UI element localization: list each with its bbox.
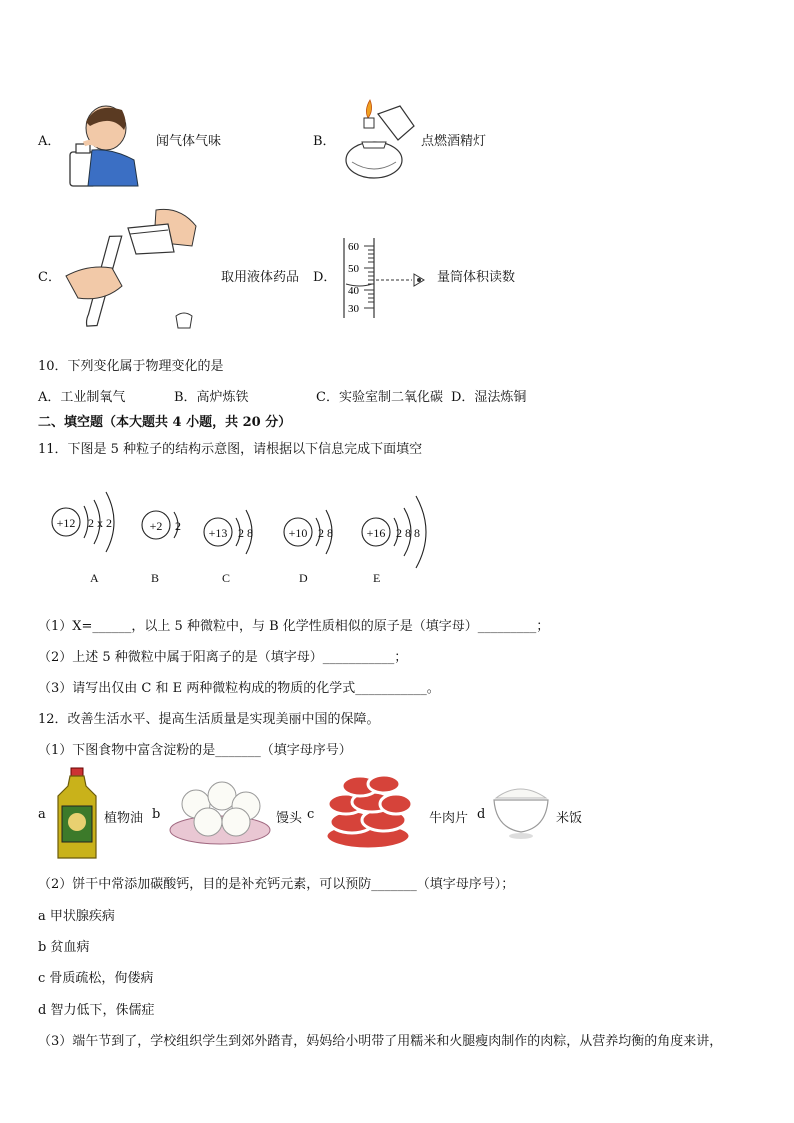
- shell-electrons: 2 8 8: [396, 526, 420, 540]
- q12-sub3: （3）端午节到了，学校组织学生到郊外踏青，妈妈给小明带了用糯米和火腿瘦肉制作的肉粽，从营养均衡的角度来讲，: [38, 1034, 723, 1049]
- option-d-text: 量筒体积读数: [437, 270, 516, 285]
- nucleus-charge: +12: [56, 516, 76, 530]
- food-letter-b: b: [152, 807, 161, 822]
- smell-gas-illustration: [66, 100, 142, 188]
- oil-bottle-illustration: [54, 766, 100, 862]
- atom-letter: E: [373, 571, 381, 585]
- food-letter-a: a: [38, 807, 46, 822]
- option-a-label: A．: [38, 134, 61, 149]
- shell-electrons: 2 x 2: [88, 516, 112, 530]
- nucleus-charge: +13: [208, 526, 228, 540]
- q12-option-a: a 甲状腺疾病: [38, 909, 115, 924]
- atom-letter: C: [222, 571, 231, 585]
- food-name-b: 馒头: [276, 811, 303, 826]
- option-a-text: 闻气体气味: [156, 134, 222, 149]
- q12-sub1: （1）下图食物中富含淀粉的是_______（填字母序号）: [38, 743, 352, 758]
- cylinder-tick: 60: [348, 241, 359, 253]
- atom-letter: D: [299, 571, 308, 585]
- cylinder-tick: 40: [348, 285, 359, 297]
- measuring-cylinder-illustration: [340, 236, 432, 320]
- food-name-a: 植物油: [104, 811, 144, 826]
- cylinder-tick: 30: [348, 303, 359, 315]
- q10-stem: 10．下列变化属于物理变化的是: [38, 359, 224, 374]
- q11-stem: 11．下图是 5 种粒子的结构示意图，请根据以下信息完成下面填空: [38, 442, 423, 457]
- beef-slices-illustration: [322, 766, 414, 852]
- food-name-d: 米饭: [556, 811, 583, 826]
- q12-option-c: c 骨质疏松，佝偻病: [38, 971, 154, 986]
- q10-option-c: C．实验室制二氧化碳: [316, 390, 443, 405]
- shell-electrons: 2: [175, 519, 181, 533]
- q12-stem: 12．改善生活水平、提高生活质量是实现美丽中国的保障。: [38, 712, 380, 727]
- option-c-text: 取用液体药品: [221, 270, 300, 285]
- atom-letter: B: [151, 571, 160, 585]
- rice-bowl-illustration: [490, 778, 552, 842]
- nucleus-charge: +16: [366, 526, 386, 540]
- option-c-label: C．: [38, 270, 61, 285]
- option-d-label: D．: [313, 270, 337, 285]
- food-letter-c: c: [307, 807, 315, 822]
- cylinder-tick: 50: [348, 263, 359, 275]
- atom-structure-diagrams: [44, 480, 454, 590]
- nucleus-charge: +2: [149, 519, 163, 533]
- atom-letter: A: [90, 571, 99, 585]
- q12-option-b: b 贫血病: [38, 940, 90, 955]
- food-name-c: 牛肉片: [429, 811, 469, 826]
- alcohol-lamp-illustration: [338, 96, 418, 184]
- q11-sub3: （3）请写出仅由 C 和 E 两种微粒构成的物质的化学式___________。: [38, 681, 440, 696]
- option-b-label: B．: [313, 134, 336, 149]
- q12-option-d: d 智力低下，侏儒症: [38, 1003, 155, 1018]
- q10-option-a: A．工业制氧气: [38, 390, 126, 405]
- shell-electrons: 2 8: [238, 526, 253, 540]
- q10-option-b: B．高炉炼铁: [174, 390, 249, 405]
- q11-sub2: （2）上述 5 种微粒中属于阳离子的是（填字母）___________；: [38, 650, 408, 665]
- shell-electrons: 2 8: [318, 526, 333, 540]
- option-b-text: 点燃酒精灯: [421, 134, 487, 149]
- q10-option-d: D．湿法炼铜: [451, 390, 527, 405]
- steamed-bun-illustration: [168, 774, 272, 846]
- food-letter-d: d: [477, 807, 486, 822]
- pour-liquid-illustration: [64, 206, 204, 332]
- q11-sub1: （1）X=______，以上 5 种微粒中，与 B 化学性质相似的原子是（填字母）_________；: [38, 619, 550, 634]
- q12-sub2: （2）饼干中常添加碳酸钙，目的是补充钙元素，可以预防_______（填字母序号）；: [38, 877, 515, 892]
- section-heading: 二、填空题（本大题共 4 小题，共 20 分）: [38, 415, 292, 430]
- nucleus-charge: +10: [288, 526, 308, 540]
